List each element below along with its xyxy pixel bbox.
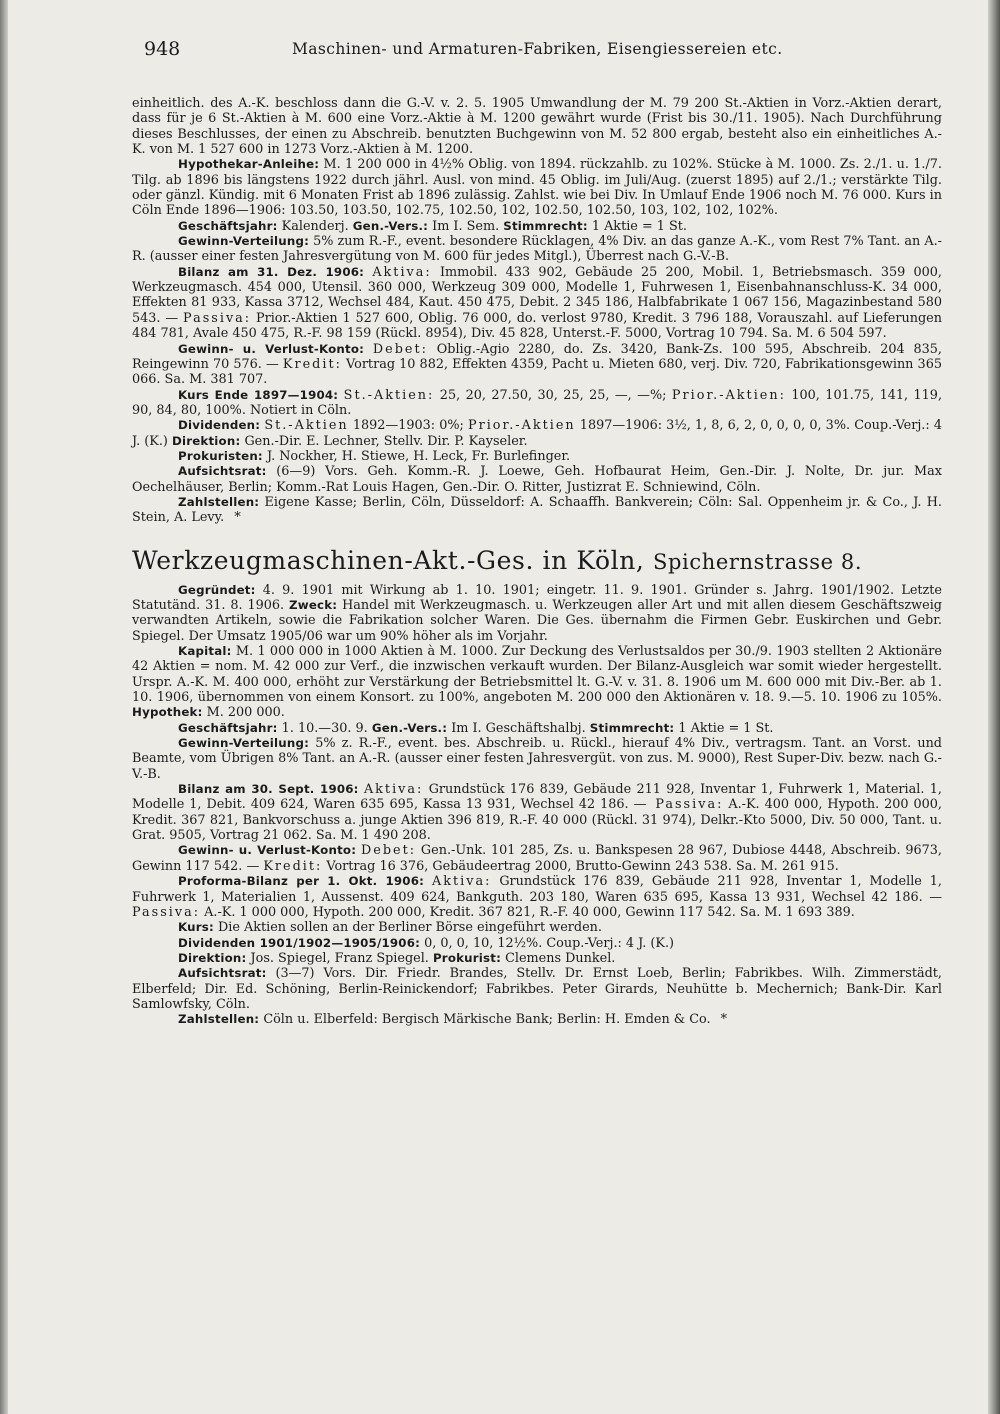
running-head: Maschinen- und Armaturen-Fabriken, Eisengiessereien etc. bbox=[292, 40, 783, 58]
bilanz-aktiva-label-2: Aktiva: bbox=[363, 782, 424, 798]
page-edge-left bbox=[0, 0, 8, 1414]
kurs-label: Kurs Ende 1897—1904: bbox=[178, 387, 339, 402]
kapital-label: Kapital: bbox=[178, 644, 232, 658]
kurs-st-text: 25, 20, 27.50, 30, 25, 25, —, —%; bbox=[439, 387, 667, 403]
bilanz-passiva-text-2: A.-K. 400 000, Hypoth. 200 000, Kredit. 367 821, Bankvorschuss a. junge Aktien 396 819, R.-F. 40 000 (Rückl. 31 974), Delkr.-Kto 5000, Div. 50 000, Tant. u. Grat. 9505, Vortrag 21 062. Sa. M. 1 490 208. bbox=[132, 797, 942, 844]
kurs-prior-label: Prior.-Aktien: bbox=[671, 387, 786, 403]
geschaeftsjahr-label-2: Geschäftsjahr: bbox=[178, 720, 278, 735]
zweck-text: Handel mit Werkzeugmasch. u. Werkzeugen aller Art und mit allen diesem Geschäftszweig verwandten Artikeln, sowie die Fabrikation solcher Waren. Die Ges. übernahm die Firmen Gebr. Euskirchen und Gebr. Spiegel. Der Umsatz 1905/06 war um 90% höher als im Vorjahr. bbox=[132, 597, 942, 644]
geschaeftsjahr-entry-2 bbox=[132, 721, 942, 736]
guv-kredit-text-2: Vortrag 16 376, Gebäudeertrag 2000, Brutto-Gewinn 243 538. Sa. M. 261 915. bbox=[326, 858, 839, 874]
kurs-entry bbox=[132, 388, 942, 419]
hypothek-text: M. 200 000. bbox=[206, 705, 285, 721]
zahlstellen-label-2: Zahlstellen: bbox=[178, 1012, 260, 1027]
gen-vers-label-2: Gen.-Vers.: bbox=[371, 720, 448, 735]
company-name: Werkzeugmaschinen-Akt.-Ges. in Köln, bbox=[132, 545, 645, 575]
zahlstellen-text: Eigene Kasse; Berlin, Cöln, Düsseldorf: A. Schaaffh. Bankverein; Cöln: Sal. Oppenheim jr. & Co., J. H. Stein, A. Levy. bbox=[132, 494, 942, 526]
aufsichtsrat-entry bbox=[132, 464, 942, 495]
bilanz-passiva-label: Passiva: bbox=[183, 310, 252, 326]
gen-vers-label: Gen.-Vers.: bbox=[352, 218, 429, 233]
guv-debet-text-2: Gen.-Unk. 101 285, Zs. u. Bankspesen 28 967, Dubiose 4448, Abschreib. 9673, Gewinn 117 542. — bbox=[132, 843, 942, 874]
prokurist-text: Clemens Dunkel. bbox=[505, 950, 616, 966]
dividenden-prior-label: Prior.-Aktien bbox=[467, 418, 576, 434]
guv-label-2: Gewinn- u. Verlust-Konto: bbox=[178, 843, 357, 858]
company-heading bbox=[132, 546, 942, 577]
stimmrecht-text: 1 Aktie = 1 St. bbox=[591, 218, 687, 234]
bilanz-entry-2 bbox=[132, 782, 942, 843]
prokuristen-label: Prokuristen: bbox=[178, 448, 263, 463]
end-mark-2: * bbox=[720, 1012, 728, 1028]
stimmrecht-text-2: 1 Aktie = 1 St. bbox=[678, 720, 774, 736]
page-edge-right bbox=[988, 0, 1000, 1414]
gen-vers-text: Im I. Sem. bbox=[432, 218, 500, 234]
kurs-st-label: St.-Aktien: bbox=[343, 387, 435, 403]
zahlstellen-text-2: Cöln u. Elberfeld: Bergisch Märkische Bank; Berlin: H. Emden & Co. bbox=[263, 1012, 711, 1028]
guv-kredit-text: Vortrag 10 882, Effekten 4359, Pacht u. Mieten 680, verj. Div. 720, Fabrikationsgewinn 365 066. Sa. M. 381 707. bbox=[132, 356, 942, 388]
bilanz-aktiva-text-2: Grundstück 176 839, Gebäude 211 928, Inventar 1, Fuhrwerk 1, Material. 1, Modelle 1, Debit. 409 624, Waren 635 695, Kassa 13 931, Wechsel 42 186. bbox=[132, 782, 942, 813]
direktion-label-2: Direktion: bbox=[178, 950, 247, 965]
geschaeftsjahr-text: Kalenderj. bbox=[281, 218, 349, 234]
gegruendet-label: Gegründet: bbox=[178, 582, 256, 597]
dividenden-entry bbox=[132, 418, 942, 449]
geschaeftsjahr-label: Geschäftsjahr: bbox=[178, 218, 278, 233]
book-page bbox=[132, 30, 942, 1400]
guv-debet-label: Debet: bbox=[372, 341, 428, 357]
page-content bbox=[132, 96, 942, 1028]
stimmrecht-label: Stimmrecht: bbox=[503, 218, 588, 233]
bilanz-aktiva-label: Aktiva: bbox=[372, 264, 432, 280]
proforma-aktiva-text: Grundstück 176 839, Gebäude 211 928, Inventar 1, Modelle 1, Fuhrwerk 1, Materialien 1, Aussenst. 409 624, Bankguth. 203 180, Waren 635 695, Kassa 13 931, Wechsel 42 186. — bbox=[132, 874, 942, 905]
hypothek-label: Hypothek: bbox=[132, 705, 203, 720]
dividenden-entry-2 bbox=[132, 936, 942, 951]
dividenden-label: Dividenden: bbox=[178, 418, 261, 433]
gegruendet-text: 4. 9. 1901 mit Wirkung ab 1. 10. 1901; eingetr. 11. 9. 1901. Gründer s. Jahrg. 1901/1902. Letzte Statutänd. 31. 8. 1906. bbox=[132, 582, 942, 613]
bilanz-aktiva-text: Immobil. 433 902, Gebäude 25 200, Mobil. 1, Betriebsmasch. 359 000, Werkzeugmasch. 454 000, Utensil. 360 000, Werkzeug 309 000, Modelle 1, Fuhrwesen 1, Eisenbahnanschluss-K. 34 000, Effekten 81 933, Kassa 3712, Wechsel 484, Kaut. 450 475, Debit. 2 345 186, Halbfabrikate 1 067 156, Magazinbestand 580 543. — bbox=[132, 264, 942, 326]
page-number: 948 bbox=[144, 38, 181, 60]
zahlstellen-entry-2 bbox=[132, 1012, 942, 1027]
page-header bbox=[132, 30, 942, 70]
gen-vers-text-2: Im I. Geschäftshalbj. bbox=[451, 720, 586, 736]
guv-kredit-label-2: Kredit: bbox=[263, 858, 323, 874]
aufsichtsrat-label-2: Aufsichtsrat: bbox=[178, 966, 267, 981]
direktion-label: Direktion: bbox=[171, 433, 241, 448]
zahlstellen-entry bbox=[132, 495, 942, 526]
gewinn-verteilung-label-2: Gewinn-Verteilung: bbox=[178, 736, 310, 751]
prokurist-label: Prokurist: bbox=[432, 950, 502, 965]
gewinn-verteilung-label: Gewinn-Verteilung: bbox=[178, 234, 310, 249]
bilanz-label: Bilanz am 31. Dez. 1906: bbox=[178, 264, 365, 279]
guv-entry bbox=[132, 342, 942, 388]
kurs-entry-2 bbox=[132, 920, 942, 935]
intro-text: einheitlich. des A.-K. beschloss dann die G.-V. v. 2. 5. 1905 Umwandlung der M. 79 200 St.-Aktien in Vorz.-Aktien derart, dass für je 6 St.-Aktien à M. 600 eine Vorz.-Aktie à M. 1200 gewährt wurde (Frist bis 30./11. 1905). Nach Durchführung dieses Beschlusses, der einen zu Abschreib. benutzten Buchgewinn von M. 52 800 ergab, besteht also ein einheitliches A.-K. von M. 1 527 600 in 1273 Vorz.-Aktien à M. 1200. bbox=[132, 96, 942, 158]
direktion-text-2: Jos. Spiegel, Franz Spiegel. bbox=[250, 950, 429, 966]
dividenden-prior-text: 1897—1906: 3½, 1, 8, 6, 2, 0, 0, 0, 0, 3%. Coup.-Verj.: 4 J. (K.) bbox=[132, 418, 942, 449]
geschaeftsjahr-entry bbox=[132, 219, 942, 234]
intro-paragraph bbox=[132, 96, 942, 157]
bilanz-entry bbox=[132, 265, 942, 342]
guv-entry-2 bbox=[132, 843, 942, 874]
direktion-entry-2 bbox=[132, 951, 942, 966]
kurs-label-2: Kurs: bbox=[178, 920, 214, 935]
hypothekar-anleihe-text: M. 1 200 000 in 4½% Oblig. von 1894. rückzahlb. zu 102%. Stücke à M. 1000. Zs. 2./1. u. 1./7. Tilg. ab 1896 bis längstens 1922 durch jährl. Ausl. von mind. 45 Oblig. im Juli/Aug. (zuerst 1895) auf 2./1.; verstärkte Tilg. oder gänzl. Kündig. mit 6 Monaten Frist ab 1896 zulässig. Zahlst. wie bei Div. In Umlauf Ende 1906 noch M. 76 000. Kurs in Cöln Ende 1896—1906: 103.50, 103.50, 102.75, 102.50, 102, 102.50, 102.50, 103, 102, 102, 102%. bbox=[132, 157, 942, 219]
bilanz-passiva-text: Prior.-Aktien 1 527 600, Oblig. 76 000, do. verlost 9780, Kredit. 3 796 188, Vorauszahl. auf Lieferungen 484 781, Avale 450 475, R.-F. 98 159 (Rückl. 8954), Div. 45 828, Unterst.-F. 5000, Vortrag 10 794. Sa. M. 6 504 597. bbox=[132, 310, 942, 342]
proforma-passiva-label: Passiva: bbox=[132, 904, 201, 920]
aufsichtsrat-text: (6—9) Vors. Geh. Komm.-R. J. Loewe, Geh. Hofbaurat Heim, Gen.-Dir. J. Nolte, Dr. jur. Max Oechelhäuser, Berlin; Komm.-Rat Louis Hagen, Gen.-Dir. O. Ritter, Justizrat E. Schniewind, Cöln. bbox=[132, 464, 942, 495]
proforma-passiva-text: A.-K. 1 000 000, Hypoth. 200 000, Kredit. 367 821, R.-F. 40 000, Gewinn 117 542. Sa. M. 1 693 389. bbox=[204, 904, 855, 920]
gewinn-verteilung-text: 5% zum R.-F., event. besondere Rücklagen, 4% Div. an das ganze A.-K., vom Rest 7% Tant. an A.-R. (ausser einer festen Jahresvergütung von M. 600 für jedes Mitgl.), Überrest nach G.-V.-B. bbox=[132, 234, 942, 265]
company-address: Spichernstrasse 8. bbox=[653, 549, 863, 574]
kapital-text: M. 1 000 000 in 1000 Aktien à M. 1000. Zur Deckung des Verlustsaldos per 30./9. 1903 stellten 2 Aktionäre 42 Aktien = nom. M. 42 000 zur Verf., die inzwischen verkauft wurden. Der Bilanz-Ausgleich war somit wieder hergestellt. Urspr. A.-K. M. 400 000, erhöht zur Verstärkung der Betriebsmittel lt. G.-V. v. 31. 8. 1906 um M. 600 000 mit Div.-Ber. ab 1. 10. 1906, übernommen von einem Konsort. zu 100%, angeboten M. 200 000 den Aktionären v. 18. 9.—5. 10. 1906 zu 105%. bbox=[132, 644, 942, 706]
hypothekar-anleihe-entry bbox=[132, 157, 942, 218]
kapital-entry bbox=[132, 644, 942, 721]
proforma-bilanz-entry bbox=[132, 874, 942, 920]
prokuristen-text: J. Nockher, H. Stiewe, H. Leck, Fr. Burlefinger. bbox=[266, 448, 571, 464]
aufsichtsrat-label: Aufsichtsrat: bbox=[178, 464, 267, 479]
kurs-text-2: Die Aktien sollen an der Berliner Börse eingeführt werden. bbox=[217, 920, 602, 936]
gewinn-verteilung-text-2: 5% z. R.-F., event. bes. Abschreib. u. Rückl., hierauf 4% Div., vertragsm. Tant. an Vorst. und Beamte, vom Übrigen 8% Tant. an A.-R. (ausser einer festen Jahresvergüt. von zus. M. 9000), Rest Super-Div. bezw. nach G.-V.-B. bbox=[132, 736, 942, 782]
zahlstellen-label: Zahlstellen: bbox=[178, 494, 260, 509]
aufsichtsrat-text-2: (3—7) Vors. Dir. Friedr. Brandes, Stellv. Dr. Ernst Loeb, Berlin; Fabrikbes. Wilh. Zimmerstädt, Elberfeld; Dir. Ed. Schöning, Berlin-Reinickendorf; Fabrikbes. Peter Girards, Neuhütte b. Mechernich; Bank-Dir. Karl Samlowfsky, Cöln. bbox=[132, 966, 942, 1012]
guv-label: Gewinn- u. Verlust-Konto: bbox=[178, 341, 365, 356]
guv-kredit-label: Kredit: bbox=[282, 356, 342, 372]
guv-debet-text: Oblig.-Agio 2280, do. Zs. 3420, Bank-Zs. 100 595, Abschreib. 204 835, Reingewinn 70 576. — bbox=[132, 341, 942, 372]
prokuristen-entry bbox=[132, 449, 942, 464]
aufsichtsrat-entry-2 bbox=[132, 966, 942, 1012]
bilanz-passiva-label-2: — Passiva: bbox=[633, 797, 724, 813]
end-mark: * bbox=[234, 510, 241, 526]
proforma-aktiva-label: Aktiva: bbox=[431, 874, 492, 890]
geschaeftsjahr-text-2: 1. 10.—30. 9. bbox=[281, 720, 368, 736]
gewinn-verteilung-entry-2 bbox=[132, 736, 942, 782]
dividenden-label-2: Dividenden 1901/1902—1905/1906: bbox=[178, 935, 421, 950]
guv-debet-label-2: Debet: bbox=[361, 843, 417, 859]
gewinn-verteilung-entry bbox=[132, 234, 942, 265]
dividenden-text-2: 0, 0, 0, 10, 12½%. Coup.-Verj.: 4 J. (K.) bbox=[424, 935, 674, 951]
direktion-text: Gen.-Dir. E. Lechner, Stellv. Dir. P. Kayseler. bbox=[244, 433, 528, 449]
hypothekar-anleihe-label: Hypothekar-Anleihe: bbox=[178, 157, 320, 172]
stimmrecht-label-2: Stimmrecht: bbox=[589, 720, 675, 735]
kurs-prior-text: 100, 101.75, 141, 119, 90, 84, 80, 100%. Notiert in Cöln. bbox=[132, 387, 943, 418]
dividenden-st-text: 1892—1903: 0%; bbox=[352, 418, 464, 434]
bilanz-label-2: Bilanz am 30. Sept. 1906: bbox=[178, 782, 359, 797]
zweck-label: Zweck: bbox=[289, 597, 338, 612]
proforma-bilanz-label: Proforma-Bilanz per 1. Okt. 1906: bbox=[178, 874, 425, 889]
gegruendet-entry bbox=[132, 583, 942, 644]
dividenden-st-label: St.-Aktien bbox=[264, 418, 349, 434]
